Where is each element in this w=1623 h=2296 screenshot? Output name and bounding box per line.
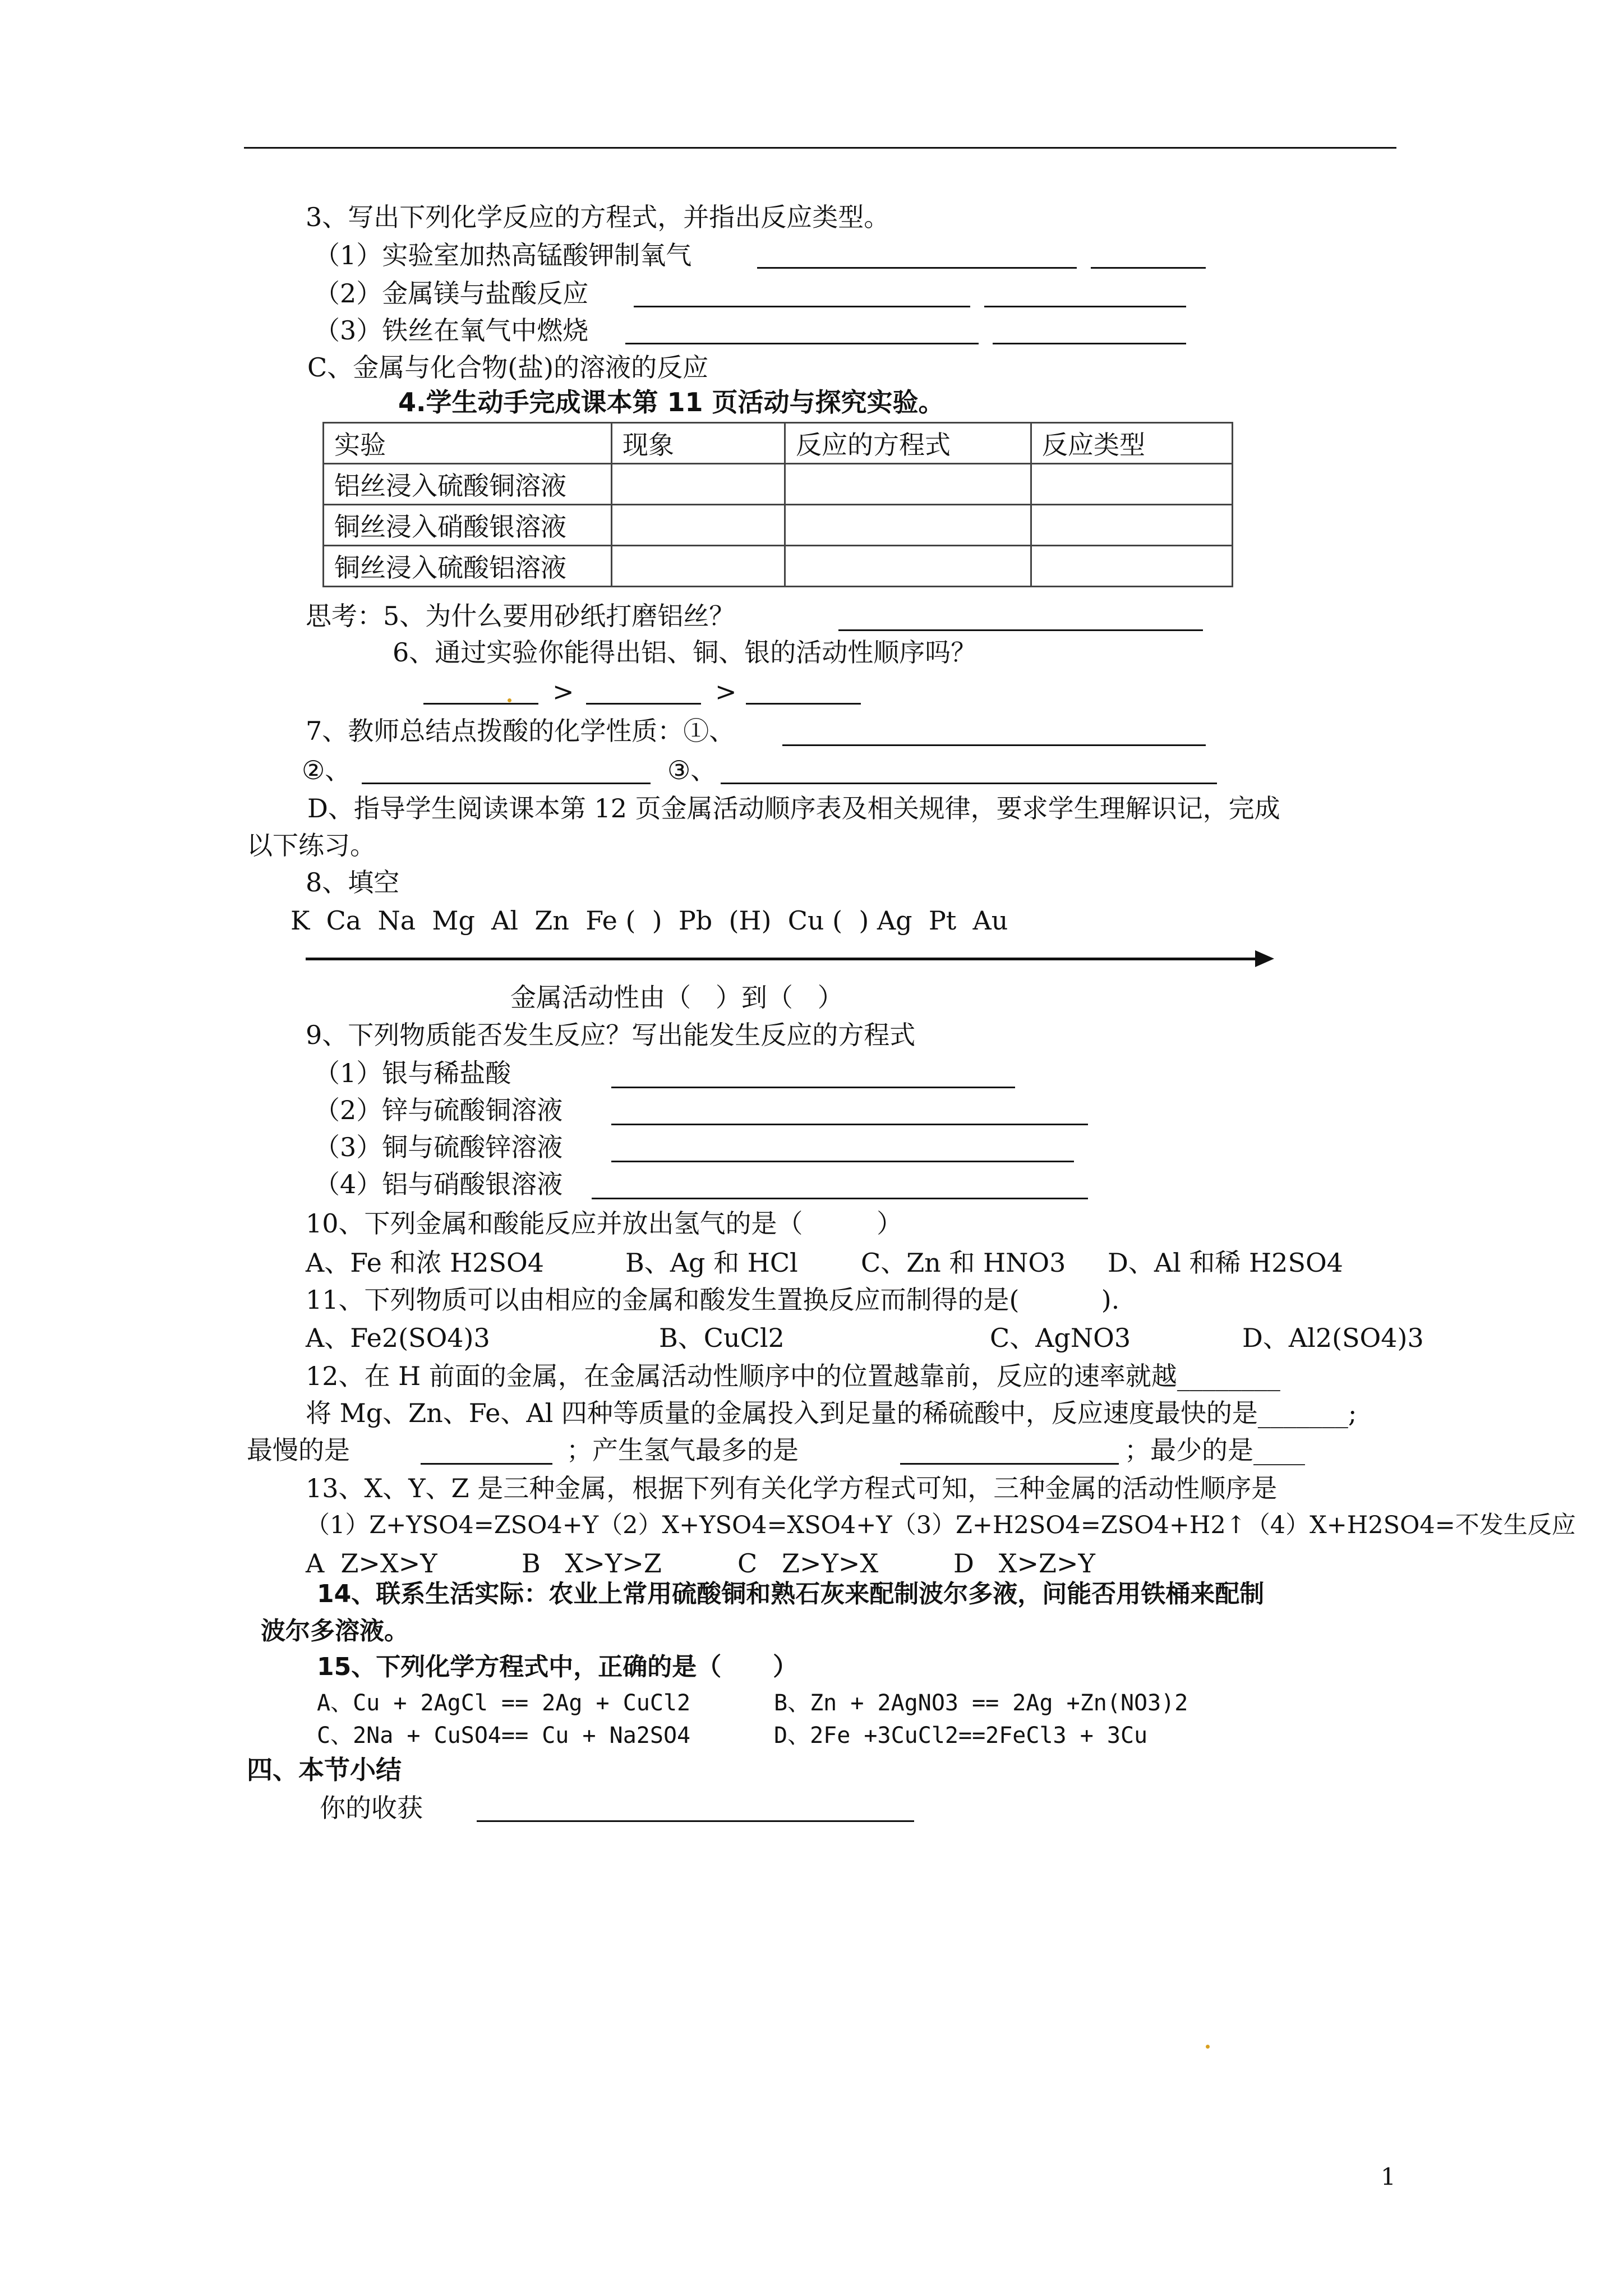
q11-option-b: B、CuCl2 bbox=[659, 1323, 785, 1353]
answer-blank[interactable] bbox=[477, 1820, 914, 1822]
table-header-row bbox=[324, 423, 1233, 464]
q13-option-a: A Z>X>Y bbox=[306, 1548, 437, 1579]
q15-option-a: A、Cu + 2AgCl == 2Ag + CuCl2 bbox=[317, 1690, 691, 1716]
table-cell-empty[interactable] bbox=[612, 505, 785, 546]
gt-sign: > bbox=[552, 677, 574, 707]
q10-option-b: B、Ag 和 HCl bbox=[625, 1248, 798, 1278]
table-header-cell: 反应类型 bbox=[1031, 423, 1233, 464]
q13-title: 13、X、Y、Z 是三种金属，根据下列有关化学方程式可知，三种金属的活动性顺序是 bbox=[306, 1473, 1278, 1503]
table-header-cell: 现象 bbox=[612, 423, 785, 464]
q14-line1: 14、联系生活实际：农业上常用硫酸铜和熟石灰来配制波尔多液，问能否用铁桶来配制 bbox=[317, 1580, 1265, 1608]
q9-item-4: （4）铝与硝酸银溶液 bbox=[314, 1169, 563, 1199]
table-cell-empty[interactable] bbox=[785, 546, 1031, 587]
page-number: 1 bbox=[1381, 2163, 1396, 2191]
answer-blank[interactable] bbox=[746, 703, 861, 705]
answer-blank[interactable] bbox=[838, 629, 1203, 631]
table-cell: 铜丝浸入硝酸银溶液 bbox=[324, 505, 612, 546]
q11-option-d: D、Al2(SO4)3 bbox=[1242, 1323, 1424, 1353]
table-cell-empty[interactable] bbox=[1031, 546, 1233, 587]
answer-blank[interactable] bbox=[782, 744, 1206, 746]
q13-equations: （1）Z+YSO4=ZSO4+Y（2）X+YSO4=XSO4+Y（3）Z+H2SO4=ZSO4+H2↑（4）X+H2SO4=不发生反应 bbox=[306, 1511, 1576, 1539]
table-row bbox=[324, 546, 1233, 587]
answer-blank[interactable] bbox=[993, 343, 1186, 344]
table-row bbox=[324, 464, 1233, 505]
section-c: C、金属与化合物(盐)的溶液的反应 bbox=[307, 352, 709, 383]
q7-marker-2: ②、 bbox=[302, 755, 351, 785]
q10-option-a: A、Fe 和浓 H2SO4 bbox=[306, 1248, 544, 1278]
q10-option-d: D、Al 和稀 H2SO4 bbox=[1108, 1248, 1343, 1278]
q11-option-a: A、Fe2(SO4)3 bbox=[306, 1323, 490, 1353]
watermark-dot bbox=[508, 698, 511, 702]
q8-title: 8、填空 bbox=[306, 867, 400, 898]
table-cell-empty[interactable] bbox=[612, 464, 785, 505]
table-cell-empty[interactable] bbox=[785, 464, 1031, 505]
experiment-table bbox=[322, 422, 1233, 587]
q15-option-b: B、Zn + 2AgNO3 == 2Ag +Zn(NO3)2 bbox=[774, 1690, 1188, 1716]
answer-blank[interactable] bbox=[362, 783, 651, 784]
table-cell-empty[interactable] bbox=[612, 546, 785, 587]
q12-line2: 将 Mg、Zn、Fe、Al 四种等质量的金属投入到足量的稀硫酸中，反应速度最快的是_______; bbox=[306, 1398, 1357, 1428]
answer-blank[interactable] bbox=[721, 783, 1217, 784]
section-d-line1: D、指导学生阅读课本第 12 页金属活动顺序表及相关规律，要求学生理解识记，完成 bbox=[307, 793, 1280, 823]
answer-blank[interactable] bbox=[421, 1463, 552, 1465]
q9-item-2: （2）锌与硫酸铜溶液 bbox=[314, 1095, 563, 1125]
q8-caption: 金属活动性由（ ）到（ ） bbox=[510, 982, 843, 1013]
answer-blank[interactable] bbox=[611, 1087, 1015, 1088]
watermark-dot bbox=[1206, 2045, 1210, 2049]
gt-sign: > bbox=[715, 677, 737, 707]
q10-option-c: C、Zn 和 HNO3 bbox=[861, 1248, 1066, 1278]
q11-title: 11、下列物质可以由相应的金属和酸发生置换反应而制得的是( ). bbox=[306, 1285, 1120, 1315]
table-header-cell: 实验 bbox=[324, 423, 612, 464]
q9-title: 9、下列物质能否发生反应？写出能发生反应的方程式 bbox=[306, 1020, 916, 1050]
answer-blank[interactable] bbox=[611, 1124, 1088, 1125]
table-cell-empty[interactable] bbox=[1031, 505, 1233, 546]
q13-option-d: D X>Z>Y bbox=[953, 1548, 1095, 1579]
answer-blank[interactable] bbox=[625, 343, 979, 344]
q7-line1: 7、教师总结点拨酸的化学性质：①、 bbox=[306, 716, 735, 746]
table-cell: 铜丝浸入硫酸铝溶液 bbox=[324, 546, 612, 587]
activity-arrow bbox=[306, 958, 1259, 960]
q3-item-1: （1）实验室加热高锰酸钾制氧气 bbox=[314, 240, 692, 270]
q10-title: 10、下列金属和酸能反应并放出氢气的是（ ） bbox=[306, 1208, 903, 1239]
q5-text: 思考：5、为什么要用砂纸打磨铝丝？ bbox=[306, 601, 735, 631]
answer-blank[interactable] bbox=[1091, 267, 1206, 269]
answer-blank[interactable] bbox=[611, 1161, 1074, 1162]
table-cell-empty[interactable] bbox=[1031, 464, 1233, 505]
answer-blank[interactable] bbox=[423, 703, 538, 705]
answer-blank[interactable] bbox=[757, 267, 1077, 269]
q13-option-c: C Z>Y>X bbox=[737, 1548, 879, 1579]
q12-line1: 12、在 H 前面的金属，在金属活动性顺序中的位置越靠前，反应的速率就越________ bbox=[306, 1361, 1280, 1391]
q11-option-c: C、AgNO3 bbox=[990, 1323, 1131, 1353]
table-cell-empty[interactable] bbox=[785, 505, 1031, 546]
q12-line3-c: ；最少的是____ bbox=[1124, 1435, 1305, 1465]
q4-title: 4.学生动手完成课本第 11 页活动与探究实验。 bbox=[398, 387, 944, 417]
summary-heading: 四、本节小结 bbox=[247, 1755, 402, 1785]
answer-blank[interactable] bbox=[634, 306, 970, 307]
table-row bbox=[324, 505, 1233, 546]
arrow-head-icon bbox=[1255, 950, 1274, 967]
metal-sequence: K Ca Na Mg Al Zn Fe ( ) Pb (H) Cu ( ) Ag Pt Au bbox=[291, 905, 1008, 936]
section-d-line2: 以下练习。 bbox=[247, 830, 376, 861]
table-cell: 铝丝浸入硫酸铜溶液 bbox=[324, 464, 612, 505]
q7-marker-3: ③、 bbox=[667, 755, 717, 785]
summary-gain-label: 你的收获 bbox=[320, 1793, 423, 1823]
q15-title: 15、下列化学方程式中，正确的是（ ） bbox=[317, 1653, 798, 1681]
q12-line3-b: ；产生氢气最多的是 bbox=[566, 1435, 799, 1465]
q13-option-b: B X>Y>Z bbox=[522, 1548, 662, 1579]
header-rule bbox=[244, 147, 1396, 149]
q15-option-c: C、2Na + CuSO4== Cu + Na2SO4 bbox=[317, 1723, 691, 1749]
q15-option-d: D、2Fe +3CuCl2==2FeCl3 + 3Cu bbox=[774, 1723, 1148, 1749]
answer-blank[interactable] bbox=[900, 1463, 1119, 1465]
q3-title: 3、写出下列化学反应的方程式，并指出反应类型。 bbox=[306, 202, 890, 232]
answer-blank[interactable] bbox=[586, 703, 701, 705]
q9-item-1: （1）银与稀盐酸 bbox=[314, 1058, 511, 1088]
answer-blank[interactable] bbox=[592, 1198, 1088, 1199]
q3-item-2: （2）金属镁与盐酸反应 bbox=[314, 278, 589, 309]
q12-line3-a: 最慢的是 bbox=[247, 1435, 350, 1465]
table-header-cell: 反应的方程式 bbox=[785, 423, 1031, 464]
q14-line2: 波尔多溶液。 bbox=[261, 1617, 409, 1645]
q6-text: 6、通过实验你能得出铝、铜、银的活动性顺序吗？ bbox=[393, 637, 977, 668]
q9-item-3: （3）铜与硫酸锌溶液 bbox=[314, 1132, 563, 1162]
q3-item-3: （3）铁丝在氧气中燃烧 bbox=[314, 315, 589, 346]
answer-blank[interactable] bbox=[984, 306, 1186, 307]
